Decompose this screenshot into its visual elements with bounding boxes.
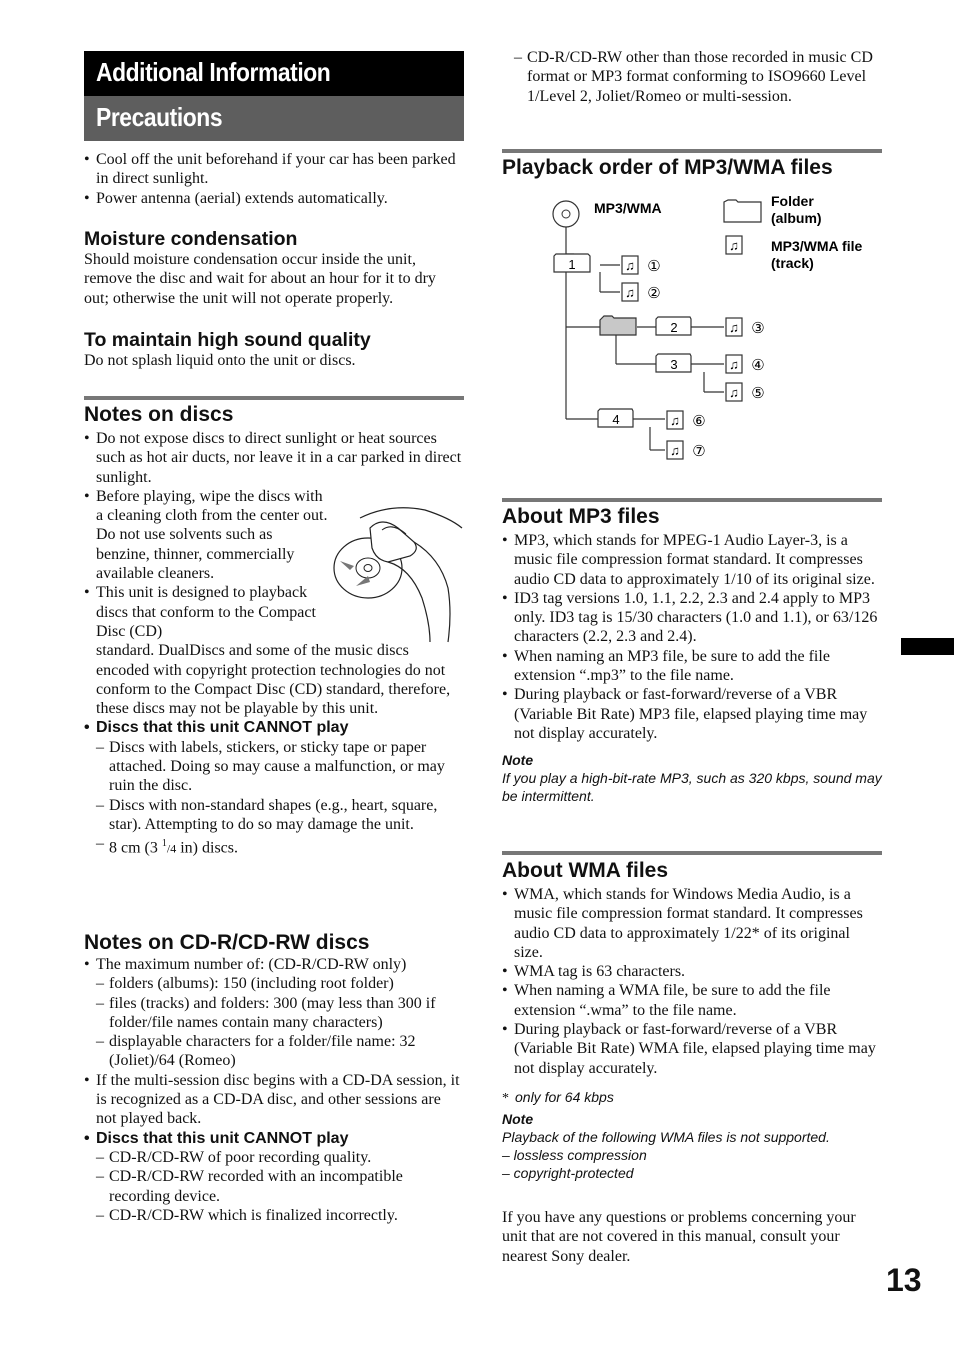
- list-item: • Power antenna (aerial) extends automatically.: [84, 189, 464, 208]
- legend-folder-icon: [724, 200, 761, 222]
- list-item: • ID3 tag versions 1.0, 1.1, 2.2, 2.3 and 2.4 apply to MP3 only. ID3 tag is 15/30 characters (1.0 and 1.1), or 63/126 characters (2.2, 2.3 and 2.4).: [502, 589, 882, 647]
- cannot-play-heading: • Discs that this unit CANNOT play: [84, 1129, 464, 1148]
- list-item: • WMA tag is 63 characters.: [502, 962, 882, 981]
- moisture-text: Should moisture condensation occur inside the unit, remove the disc and wait for about an hour for it to dry out; otherwise the unit will not operate properly.: [84, 251, 436, 307]
- list-item: • Cool off the unit beforehand if your car has been parked in direct sunlight.: [84, 150, 464, 189]
- disc-cleaning-illustration: [330, 498, 465, 643]
- list-item: – folders (albums): 150 (including root folder): [84, 974, 464, 993]
- list-item: – CD-R/CD-RW recorded with an incompatible recording device.: [84, 1167, 464, 1206]
- track-4-number: ④: [751, 357, 765, 374]
- playback-order-diagram: [550, 192, 885, 472]
- list-item: • WMA, which stands for Windows Media Audio, is a music file compression format standard. It compresses audio CD data to approximately 1/22* of its original size.: [502, 885, 882, 962]
- track-6-icon: [667, 411, 706, 430]
- side-tab-marker: [901, 638, 954, 655]
- continued-list: [502, 48, 882, 106]
- list-item-continued: standard. DualDiscs and some of the music discs encoded with copyright protection technologies do not conform to the Compact Disc (CD) standard, therefore, these discs may not be playable by this unit.: [96, 642, 451, 718]
- legend-file-sublabel: (track): [771, 255, 814, 271]
- mp3-note-heading: Note: [502, 752, 534, 769]
- cdr-heading: Notes on CD-R/CD-RW discs: [84, 931, 370, 954]
- wma-note-line: Playback of the following WMA files is not supported.: [502, 1128, 830, 1145]
- list-item: – CD-R/CD-RW which is finalized incorrectly.: [84, 1206, 464, 1225]
- track-3-number: ③: [751, 320, 765, 337]
- wma-section: [502, 859, 882, 1182]
- list-item: • Before playing, wipe the discs with a cleaning cloth from the center out. Do not use solvents such as benzine, thinner, commercially available cleaners.: [84, 487, 328, 583]
- track-2-icon: [622, 283, 661, 302]
- wma-note-line: – lossless compression: [502, 1146, 647, 1163]
- list-item: • When naming a WMA file, be sure to add the file extension “.wma” to the file name.: [502, 981, 882, 1020]
- folder-2-icon: [656, 317, 691, 335]
- discs-heading: Notes on discs: [84, 403, 234, 426]
- section-divider: [502, 851, 882, 855]
- track-2-number: ②: [647, 285, 661, 302]
- track-7-number: ⑦: [692, 443, 706, 460]
- section-divider: [502, 149, 882, 153]
- subsection-title: Precautions: [96, 102, 223, 132]
- cdr-section: [84, 931, 464, 1225]
- folder-1-label: 1: [568, 257, 576, 272]
- list-item: • MP3, which stands for MPEG-1 Audio Layer-3, is a music file compression format standard. It compresses audio CD data to approximately 1/10 of its original size.: [502, 531, 882, 589]
- folder-2-label: 2: [670, 320, 678, 335]
- closing-paragraph: If you have any questions or problems concerning your unit that are not covered in this manual, consult your nearest Sony dealer.: [502, 1209, 856, 1265]
- track-5-number: ⑤: [751, 385, 765, 402]
- legend-file-icon: [726, 236, 742, 254]
- folder-3-label: 3: [670, 357, 678, 372]
- mp3-note-text: If you play a high-bit-rate MP3, such as 320 kbps, sound may be intermittent.: [502, 770, 882, 805]
- folder-4-label: 4: [612, 412, 620, 427]
- folder-root-sub-icon: [600, 316, 636, 335]
- root-label: MP3/WMA: [594, 200, 662, 216]
- sound-heading: To maintain high sound quality: [84, 329, 371, 351]
- list-item: – Discs with labels, stickers, or sticky tape or paper attached. Doing so may cause a malfunction, or may ruin the disc.: [84, 738, 464, 796]
- list-item: – Discs with non-standard shapes (e.g., heart, square, star). Attempting to do so may damage the unit.: [84, 796, 464, 835]
- section-divider: [502, 498, 882, 502]
- svg-text:♫: ♫: [670, 413, 680, 428]
- list-item: • During playback or fast-forward/reverse of a VBR (Variable Bit Rate) MP3 file, elapsed playing time may not display accurately.: [502, 685, 882, 743]
- subsection-banner: [84, 96, 464, 141]
- svg-text:♫: ♫: [625, 285, 635, 300]
- section-title: Additional Information: [96, 57, 331, 87]
- list-item: – CD-R/CD-RW of poor recording quality.: [84, 1148, 464, 1167]
- moisture-section: [84, 228, 464, 308]
- list-item: • This unit is designed to playback discs that conform to the Compact Disc (CD): [84, 583, 328, 641]
- svg-text:♫: ♫: [729, 357, 739, 372]
- sound-section: [84, 329, 464, 370]
- list-item: – files (tracks) and folders: 300 (may less than 300 if folder/file names contain many characters): [84, 994, 464, 1033]
- svg-text:♫: ♫: [729, 320, 739, 335]
- cannot-play-heading: • Discs that this unit CANNOT play: [84, 718, 464, 737]
- section-divider: [84, 396, 464, 400]
- moisture-heading: Moisture condensation: [84, 228, 298, 250]
- page-number: 13: [886, 1262, 922, 1298]
- track-7-icon: [667, 441, 706, 460]
- list-item: – 8 cm (3 $^1$/4 in) discs.: [84, 834, 464, 859]
- list-item: – CD-R/CD-RW other than those recorded in music CD format or MP3 format conforming to ISO9660 Level 1/Level 2, Joliet/Romeo or multi-session.: [502, 48, 882, 106]
- legend-file-label: MP3/WMA file: [771, 238, 863, 254]
- root-disc-icon: [553, 201, 579, 227]
- wma-note-heading: Note: [502, 1110, 534, 1127]
- list-item: • If the multi-session disc begins with a CD-DA session, it is recognized as a CD-DA disc, and other sessions are not played back.: [84, 1071, 464, 1129]
- list-item: – displayable characters for a folder/file name: 32 (Joliet)/64 (Romeo): [84, 1032, 464, 1071]
- track-3-icon: [726, 318, 765, 337]
- track-1-icon: [622, 256, 661, 275]
- list-item: • The maximum number of: (CD-R/CD-RW only): [84, 955, 464, 974]
- playback-section: [502, 156, 882, 180]
- track-1-number: ①: [647, 258, 661, 275]
- playback-heading: Playback order of MP3/WMA files: [502, 156, 833, 179]
- list-item: • During playback or fast-forward/reverse of a VBR (Variable Bit Rate) WMA file, elapsed playing time may not display accurately.: [502, 1020, 882, 1078]
- folder-3-icon: [656, 354, 691, 372]
- wma-heading: About WMA files: [502, 859, 669, 882]
- sound-text: Do not splash liquid onto the unit or discs.: [84, 352, 356, 369]
- wma-footnote: * only for 64 kbps: [502, 1088, 614, 1106]
- svg-text:♫: ♫: [729, 238, 739, 253]
- folder-4-icon: [598, 409, 633, 427]
- track-5-icon: [726, 383, 765, 402]
- svg-text:♫: ♫: [729, 385, 739, 400]
- list-item: • When naming an MP3 file, be sure to add the file extension “.mp3” to the file name.: [502, 647, 882, 686]
- svg-text:♫: ♫: [670, 443, 680, 458]
- svg-text:♫: ♫: [625, 258, 635, 273]
- intro-bullets: [84, 150, 464, 208]
- track-4-icon: [726, 355, 765, 374]
- wma-note-line: – copyright-protected: [502, 1164, 634, 1181]
- legend-folder-label: Folder: [771, 193, 814, 209]
- list-item: • Do not expose discs to direct sunlight or heat sources such as hot air ducts, nor leave it in a car parked in direct sunlight.: [84, 429, 464, 487]
- mp3-section: [502, 505, 882, 805]
- folder-1-icon: [554, 254, 590, 272]
- section-banner: [84, 51, 464, 96]
- mp3-heading: About MP3 files: [502, 505, 660, 528]
- legend-folder-sublabel: (album): [771, 210, 822, 226]
- track-6-number: ⑥: [692, 413, 706, 430]
